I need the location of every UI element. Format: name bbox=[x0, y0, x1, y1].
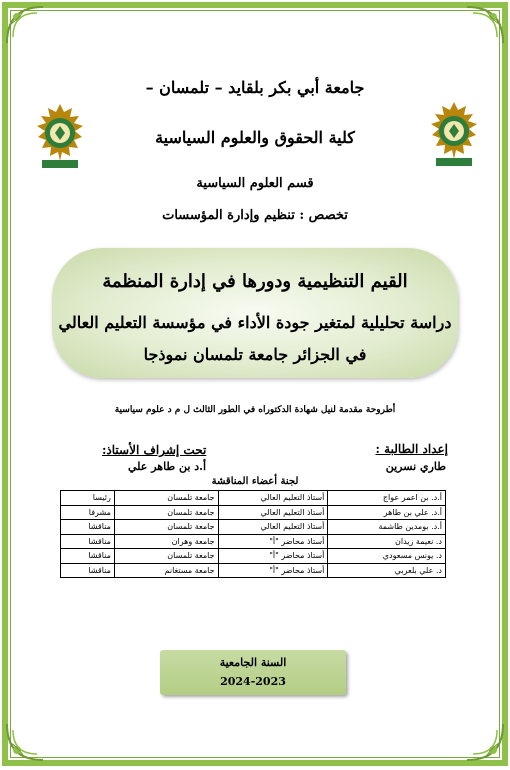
jury-member-university: جامعة تلمسان bbox=[114, 520, 218, 535]
corner-ornament-icon bbox=[3, 3, 47, 47]
table-row bbox=[61, 491, 446, 506]
thesis-subtitle-line-2: في الجزائر جامعة تلمسان نموذجا bbox=[143, 345, 367, 364]
jury-member-university: جامعة تلمسان bbox=[114, 491, 218, 506]
jury-member-role: مناقشا bbox=[61, 563, 115, 578]
jury-member-university: جامعة تلمسان bbox=[114, 549, 218, 564]
table-row bbox=[61, 505, 446, 520]
table-row bbox=[61, 563, 446, 578]
jury-member-rank: أستاذ التعليم العالي bbox=[218, 491, 328, 506]
jury-member-name: أ.د. بن اعمر عواج bbox=[328, 491, 446, 506]
degree-note: أطروحة مقدمة لنيل شهادة الدكتوراه في الطور الثالث ل م د علوم سياسية bbox=[114, 405, 396, 415]
jury-table bbox=[60, 490, 446, 578]
university-name: جامعة أبي بكر بلقايد – تلمسان – bbox=[145, 78, 365, 97]
prepared-by-label: إعداد الطالبة : bbox=[375, 442, 448, 456]
jury-member-rank: أستاذ التعليم العالي bbox=[218, 505, 328, 520]
thesis-title: القيم التنظيمية ودورها في إدارة المنظمة bbox=[102, 271, 408, 292]
supervisor-label: تحت إشراف الأستاذ: bbox=[102, 443, 207, 457]
corner-ornament-icon bbox=[463, 3, 507, 47]
corner-ornament-icon bbox=[3, 720, 47, 764]
table-row bbox=[61, 549, 446, 564]
jury-member-name: د. نعيمة زيدان bbox=[328, 534, 446, 549]
jury-member-role: مناقشا bbox=[61, 549, 115, 564]
corner-ornament-icon bbox=[463, 720, 507, 764]
academic-year-label: السنة الجامعية bbox=[219, 656, 287, 669]
jury-member-name: أ.د. علي بن طاهر bbox=[328, 505, 446, 520]
jury-member-university: جامعة تلمسان bbox=[114, 505, 218, 520]
jury-member-rank: أستاذ محاضر "أ" bbox=[218, 534, 328, 549]
jury-member-rank: أستاذ التعليم العالي bbox=[218, 520, 328, 535]
jury-title: لجنة أعضاء المناقشة bbox=[211, 476, 299, 487]
jury-member-name: أ.د. بومدين طاشمة bbox=[328, 520, 446, 535]
student-name: طاري نسرين bbox=[385, 460, 446, 473]
jury-member-rank: أستاذ محاضر "أ" bbox=[218, 549, 328, 564]
jury-member-rank: أستاذ محاضر "أ" bbox=[218, 563, 328, 578]
jury-member-role: رئيسا bbox=[61, 491, 115, 506]
jury-member-role: مناقشا bbox=[61, 534, 115, 549]
jury-member-university: جامعة مستغانم bbox=[114, 563, 218, 578]
table-row bbox=[61, 520, 446, 535]
thesis-subtitle-line-1: دراسة تحليلية لمتغير جودة الأداء في مؤسسة التعليم العالي bbox=[58, 313, 452, 332]
jury-member-name: د. يونس مسعودي bbox=[328, 549, 446, 564]
specialty-name: تخصص : تنظيم وإدارة المؤسسات bbox=[162, 208, 348, 223]
jury-member-role: مشرفا bbox=[61, 505, 115, 520]
jury-member-name: د. علي بلعربي bbox=[328, 563, 446, 578]
jury-member-role: مناقشا bbox=[61, 520, 115, 535]
jury-member-university: جامعة وهران bbox=[114, 534, 218, 549]
department-name: قسم العلوم السياسية bbox=[196, 176, 314, 191]
supervisor-name: أ.د بن طاهر علي bbox=[128, 460, 207, 473]
faculty-name: كلية الحقوق والعلوم السياسية bbox=[155, 128, 355, 147]
academic-year-value: 2024-2023 bbox=[220, 675, 286, 688]
table-row bbox=[61, 534, 446, 549]
